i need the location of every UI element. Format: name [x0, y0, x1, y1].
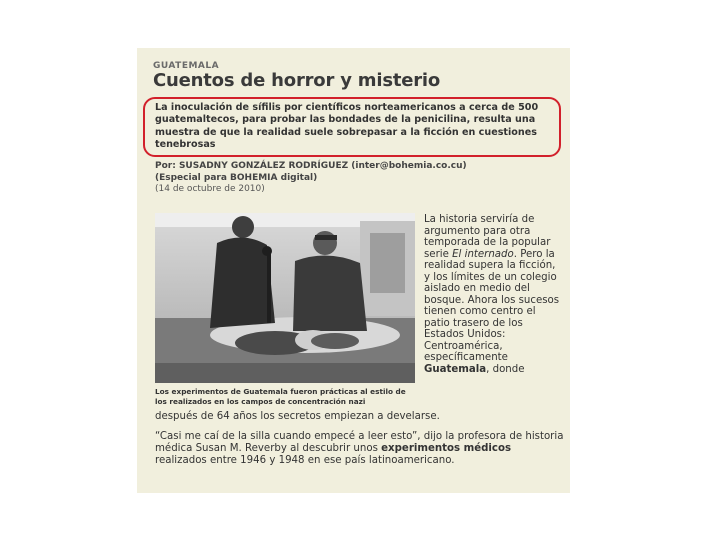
body-text-part: . Pero la realidad supera la ficción, y los límites de un colegio aislado en medio del bosque. Ahora los sucesos tienen como centro el patio trasero de los Estados Unidos: Centroamérica, específicamente — [424, 248, 560, 363]
section-label: GUATEMALA — [153, 61, 220, 71]
continuation-text: después de 64 años los secretos empiezan a develarse. — [155, 411, 440, 422]
body-text-full-width — [155, 411, 565, 467]
quote-text: “Casi me caí de la silla cuando empecé a leer esto”, dijo la profesora de historia médica Susan M. Reverby al descubrir unos — [155, 431, 564, 454]
quote-paragraph — [155, 431, 565, 467]
byline — [155, 161, 467, 184]
photo-illustration — [155, 213, 415, 383]
publish-date: (14 de octubre de 2010) — [155, 184, 265, 194]
quote-text-end: realizados entre 1946 y 1948 en ese país latinoamericano. — [155, 455, 455, 466]
article-photo — [155, 213, 415, 383]
photo-caption: Los experimentos de Guatemala fueron prácticas al estilo de los realizados en los campos de concentración nazi — [155, 387, 406, 406]
article-lead: La inoculación de sífilis por científicos norteamericanos a cerca de 500 guatemaltecos, para probar las bondades de la penicilina, resulta una muestra de que la realidad suele sobrepasar a la ficción en cuestiones tenebrosas — [155, 102, 539, 151]
body-text-part: , donde — [486, 363, 525, 375]
country-name: Guatemala — [424, 363, 487, 375]
body-text-part: La historia serviría de argumento para otra temporada de la popular serie — [424, 214, 551, 260]
article-title: Cuentos de horror y misterio — [153, 70, 441, 91]
author-line: Por: SUSADNY GONZÁLEZ RODRÍGUEZ (inter@bohemia.co.cu) — [155, 161, 467, 171]
source-line: (Especial para BOHEMIA digital) — [155, 172, 318, 183]
show-title: El internado — [452, 248, 514, 260]
body-text-column — [424, 214, 564, 375]
highlighted-term: experimentos médicos — [381, 443, 512, 454]
article-panel — [137, 48, 570, 493]
